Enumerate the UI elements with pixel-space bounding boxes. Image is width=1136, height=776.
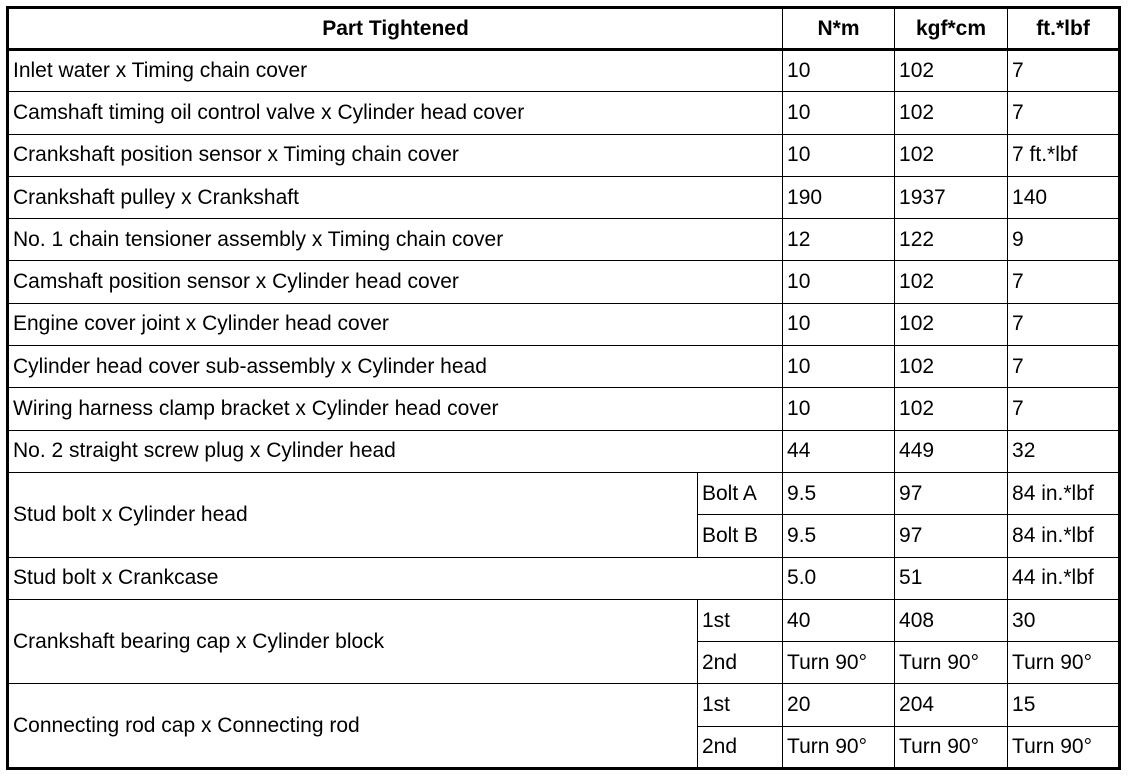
sub-label-cell: 1st <box>698 599 783 641</box>
kgfcm-cell: 1937 <box>895 176 1008 218</box>
kgfcm-cell: 102 <box>895 346 1008 388</box>
table-row <box>8 92 1120 134</box>
part-cell: No. 1 chain tensioner assembly x Timing chain cover <box>8 219 783 261</box>
kgfcm-cell: Turn 90° <box>895 642 1008 684</box>
kgfcm-cell: 449 <box>895 430 1008 472</box>
nm-cell: 9.5 <box>783 472 895 514</box>
nm-cell: 10 <box>783 261 895 303</box>
kgfcm-cell: 102 <box>895 134 1008 176</box>
part-cell: Inlet water x Timing chain cover <box>8 50 783 92</box>
kgfcm-cell: 204 <box>895 684 1008 726</box>
header-nm: N*m <box>783 8 895 50</box>
sub-label-cell: Bolt B <box>698 515 783 557</box>
nm-cell: 10 <box>783 303 895 345</box>
nm-cell: 9.5 <box>783 515 895 557</box>
table-row <box>8 134 1120 176</box>
part-cell: Cylinder head cover sub-assembly x Cylinder head <box>8 346 783 388</box>
ftlbf-cell: 140 <box>1008 176 1120 218</box>
part-cell: Stud bolt x Cylinder head <box>8 472 698 557</box>
part-cell: Stud bolt x Crankcase <box>8 557 783 599</box>
part-cell: Connecting rod cap x Connecting rod <box>8 684 698 769</box>
ftlbf-cell: 7 <box>1008 346 1120 388</box>
part-cell: No. 2 straight screw plug x Cylinder head <box>8 430 783 472</box>
kgfcm-cell: 102 <box>895 50 1008 92</box>
ftlbf-cell: 32 <box>1008 430 1120 472</box>
ftlbf-cell: 44 in.*lbf <box>1008 557 1120 599</box>
part-cell: Engine cover joint x Cylinder head cover <box>8 303 783 345</box>
nm-cell: 10 <box>783 388 895 430</box>
part-cell: Camshaft timing oil control valve x Cylinder head cover <box>8 92 783 134</box>
nm-cell: 20 <box>783 684 895 726</box>
ftlbf-cell: 15 <box>1008 684 1120 726</box>
table-row <box>8 599 1120 641</box>
part-cell: Crankshaft bearing cap x Cylinder block <box>8 599 698 684</box>
kgfcm-cell: 122 <box>895 219 1008 261</box>
nm-cell: 10 <box>783 346 895 388</box>
part-cell: Crankshaft position sensor x Timing chain cover <box>8 134 783 176</box>
kgfcm-cell: 97 <box>895 515 1008 557</box>
sub-label-cell: 2nd <box>698 726 783 768</box>
nm-cell: 10 <box>783 50 895 92</box>
nm-cell: 5.0 <box>783 557 895 599</box>
ftlbf-cell: 84 in.*lbf <box>1008 472 1120 514</box>
ftlbf-cell: 7 <box>1008 92 1120 134</box>
torque-spec-table <box>6 6 1121 770</box>
kgfcm-cell: 51 <box>895 557 1008 599</box>
nm-cell: Turn 90° <box>783 642 895 684</box>
nm-cell: 10 <box>783 92 895 134</box>
table-row <box>8 472 1120 514</box>
table-row <box>8 261 1120 303</box>
kgfcm-cell: 102 <box>895 303 1008 345</box>
ftlbf-cell: 7 <box>1008 303 1120 345</box>
part-cell: Crankshaft pulley x Crankshaft <box>8 176 783 218</box>
nm-cell: Turn 90° <box>783 726 895 768</box>
table-row <box>8 219 1120 261</box>
ftlbf-cell: 7 ft.*lbf <box>1008 134 1120 176</box>
ftlbf-cell: Turn 90° <box>1008 642 1120 684</box>
nm-cell: 10 <box>783 134 895 176</box>
part-cell: Wiring harness clamp bracket x Cylinder head cover <box>8 388 783 430</box>
sub-label-cell: 2nd <box>698 642 783 684</box>
nm-cell: 12 <box>783 219 895 261</box>
sub-label-cell: Bolt A <box>698 472 783 514</box>
header-ftlbf: ft.*lbf <box>1008 8 1120 50</box>
ftlbf-cell: 9 <box>1008 219 1120 261</box>
sub-label-cell: 1st <box>698 684 783 726</box>
kgfcm-cell: 408 <box>895 599 1008 641</box>
ftlbf-cell: 7 <box>1008 388 1120 430</box>
table-row <box>8 430 1120 472</box>
kgfcm-cell: 102 <box>895 261 1008 303</box>
kgfcm-cell: 102 <box>895 388 1008 430</box>
table-row <box>8 388 1120 430</box>
ftlbf-cell: 7 <box>1008 50 1120 92</box>
kgfcm-cell: 102 <box>895 92 1008 134</box>
header-part-tightened: Part Tightened <box>8 8 783 50</box>
header-row <box>8 8 1120 50</box>
table-row <box>8 346 1120 388</box>
ftlbf-cell: 84 in.*lbf <box>1008 515 1120 557</box>
ftlbf-cell: Turn 90° <box>1008 726 1120 768</box>
kgfcm-cell: Turn 90° <box>895 726 1008 768</box>
kgfcm-cell: 97 <box>895 472 1008 514</box>
ftlbf-cell: 30 <box>1008 599 1120 641</box>
nm-cell: 190 <box>783 176 895 218</box>
header-kgfcm: kgf*cm <box>895 8 1008 50</box>
nm-cell: 40 <box>783 599 895 641</box>
torque-spec-table-container <box>6 6 1118 768</box>
part-cell: Camshaft position sensor x Cylinder head cover <box>8 261 783 303</box>
table-row <box>8 557 1120 599</box>
table-row <box>8 684 1120 726</box>
table-row <box>8 50 1120 92</box>
nm-cell: 44 <box>783 430 895 472</box>
table-row <box>8 176 1120 218</box>
table-row <box>8 303 1120 345</box>
ftlbf-cell: 7 <box>1008 261 1120 303</box>
